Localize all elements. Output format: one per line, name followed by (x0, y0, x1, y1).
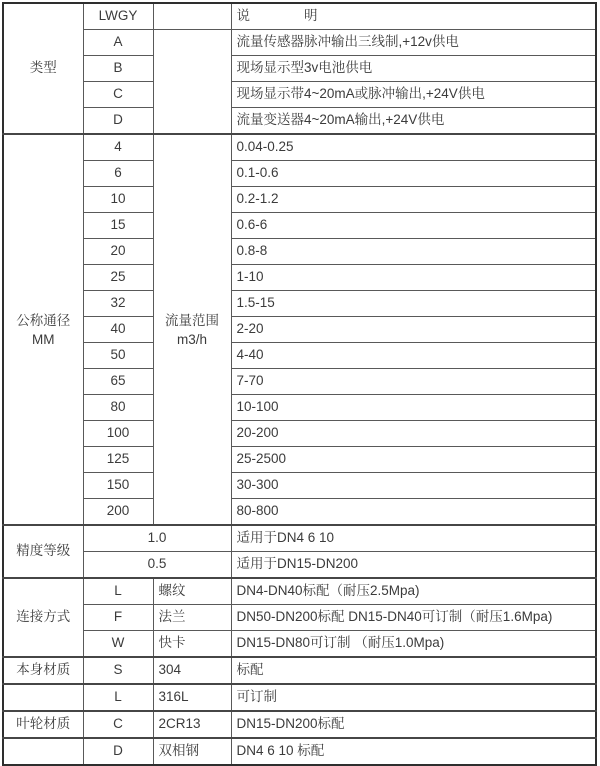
flow-range-cell: 1.5-15 (231, 291, 596, 317)
table-row (3, 56, 596, 82)
flow-range-cell: 0.8-8 (231, 239, 596, 265)
table-row (3, 239, 596, 265)
body-material-name-cell: 304 (153, 657, 231, 684)
header-model-code: LWGY (83, 3, 153, 30)
flow-range-cell: 25-2500 (231, 447, 596, 473)
body-material-code-cell: S (83, 657, 153, 684)
table-row (3, 525, 596, 552)
impeller-empty-label-cell (3, 684, 83, 711)
impeller-material-section-label: 叶轮材质 (3, 711, 83, 738)
connection-name-cell: 螺纹 (153, 578, 231, 605)
diameter-size-cell: 125 (83, 447, 153, 473)
table-row (3, 631, 596, 658)
connection-desc-cell: DN15-DN80可订制 （耐压1.0Mpa) (231, 631, 596, 658)
body-material-section-label: 本身材质 (3, 657, 83, 684)
connection-code-cell: F (83, 605, 153, 631)
table-row (3, 499, 596, 526)
impeller-code-cell: C (83, 711, 153, 738)
table-row (3, 265, 596, 291)
table-row (3, 738, 596, 765)
connection-desc-cell: DN4-DN40标配（耐压2.5Mpa) (231, 578, 596, 605)
type-middle-empty-cell (153, 30, 231, 135)
table-row (3, 134, 596, 161)
diameter-size-cell: 32 (83, 291, 153, 317)
diameter-size-cell: 20 (83, 239, 153, 265)
type-section-label: 类型 (3, 3, 83, 134)
flow-range-cell: 0.1-0.6 (231, 161, 596, 187)
flow-range-cell: 4-40 (231, 343, 596, 369)
connection-code-cell: W (83, 631, 153, 658)
diameter-label-line2: MM (32, 331, 55, 347)
flow-range-cell: 0.6-6 (231, 213, 596, 239)
flow-range-cell: 0.2-1.2 (231, 187, 596, 213)
impeller-code-cell: D (83, 738, 153, 765)
table-row (3, 473, 596, 499)
connection-name-cell: 法兰 (153, 605, 231, 631)
table-row (3, 552, 596, 579)
impeller-name-cell: 双相钢 (153, 738, 231, 765)
type-code-cell: A (83, 30, 153, 56)
table-row (3, 187, 596, 213)
diameter-size-cell: 10 (83, 187, 153, 213)
impeller-desc-cell: 可订制 (231, 684, 596, 711)
diameter-size-cell: 6 (83, 161, 153, 187)
diameter-size-cell: 15 (83, 213, 153, 239)
diameter-size-cell: 4 (83, 134, 153, 161)
spec-table (2, 2, 597, 766)
connection-section-label: 连接方式 (3, 578, 83, 657)
impeller-code-cell: L (83, 684, 153, 711)
flow-range-cell: 20-200 (231, 421, 596, 447)
table-row (3, 317, 596, 343)
table-row (3, 213, 596, 239)
accuracy-value-cell: 1.0 (83, 525, 231, 552)
flow-range-cell: 1-10 (231, 265, 596, 291)
accuracy-desc-cell: 适用于DN15-DN200 (231, 552, 596, 579)
table-row (3, 369, 596, 395)
impeller-name-cell: 316L (153, 684, 231, 711)
impeller-desc-cell: DN4 6 10 标配 (231, 738, 596, 765)
table-row (3, 30, 596, 56)
table-row (3, 108, 596, 135)
impeller-desc-cell: DN15-DN200标配 (231, 711, 596, 738)
diameter-label-line1: 公称通径 (16, 312, 71, 328)
table-row (3, 605, 596, 631)
connection-code-cell: L (83, 578, 153, 605)
diameter-section-label (3, 134, 83, 525)
flow-range-cell: 30-300 (231, 473, 596, 499)
flow-range-cell: 10-100 (231, 395, 596, 421)
header-middle-empty-cell (153, 3, 231, 30)
table-row (3, 395, 596, 421)
flow-range-label-line2: m3/h (176, 331, 207, 347)
type-code-cell: D (83, 108, 153, 135)
accuracy-value-cell: 0.5 (83, 552, 231, 579)
impeller-empty-label-cell (3, 738, 83, 765)
header-description: 说 明 (231, 3, 596, 30)
diameter-size-cell: 25 (83, 265, 153, 291)
flow-range-label-line1: 流量范围 (165, 312, 219, 328)
diameter-size-cell: 150 (83, 473, 153, 499)
connection-name-cell: 快卡 (153, 631, 231, 658)
table-row (3, 3, 596, 30)
flow-range-cell: 2-20 (231, 317, 596, 343)
type-desc-cell: 流量传感器脉冲输出三线制,+12v供电 (231, 30, 596, 56)
diameter-size-cell: 50 (83, 343, 153, 369)
accuracy-section-label: 精度等级 (3, 525, 83, 578)
connection-desc-cell: DN50-DN200标配 DN15-DN40可订制（耐压1.6Mpa) (231, 605, 596, 631)
type-desc-cell: 流量变送器4~20mA输出,+24V供电 (231, 108, 596, 135)
accuracy-desc-cell: 适用于DN4 6 10 (231, 525, 596, 552)
table-row (3, 578, 596, 605)
flow-range-cell: 80-800 (231, 499, 596, 526)
table-row (3, 657, 596, 684)
flow-range-cell: 7-70 (231, 369, 596, 395)
table-row (3, 684, 596, 711)
flow-range-label (153, 134, 231, 525)
impeller-name-cell: 2CR13 (153, 711, 231, 738)
table-row (3, 82, 596, 108)
diameter-size-cell: 100 (83, 421, 153, 447)
table-row (3, 291, 596, 317)
type-desc-cell: 现场显示型3v电池供电 (231, 56, 596, 82)
type-code-cell: C (83, 82, 153, 108)
table-row (3, 421, 596, 447)
table-row (3, 711, 596, 738)
diameter-size-cell: 80 (83, 395, 153, 421)
flow-range-cell: 0.04-0.25 (231, 134, 596, 161)
table-row (3, 343, 596, 369)
diameter-size-cell: 200 (83, 499, 153, 526)
type-desc-cell: 现场显示带4~20mA或脉冲输出,+24V供电 (231, 82, 596, 108)
diameter-size-cell: 65 (83, 369, 153, 395)
table-row (3, 161, 596, 187)
table-row (3, 447, 596, 473)
diameter-size-cell: 40 (83, 317, 153, 343)
type-code-cell: B (83, 56, 153, 82)
body-material-desc-cell: 标配 (231, 657, 596, 684)
